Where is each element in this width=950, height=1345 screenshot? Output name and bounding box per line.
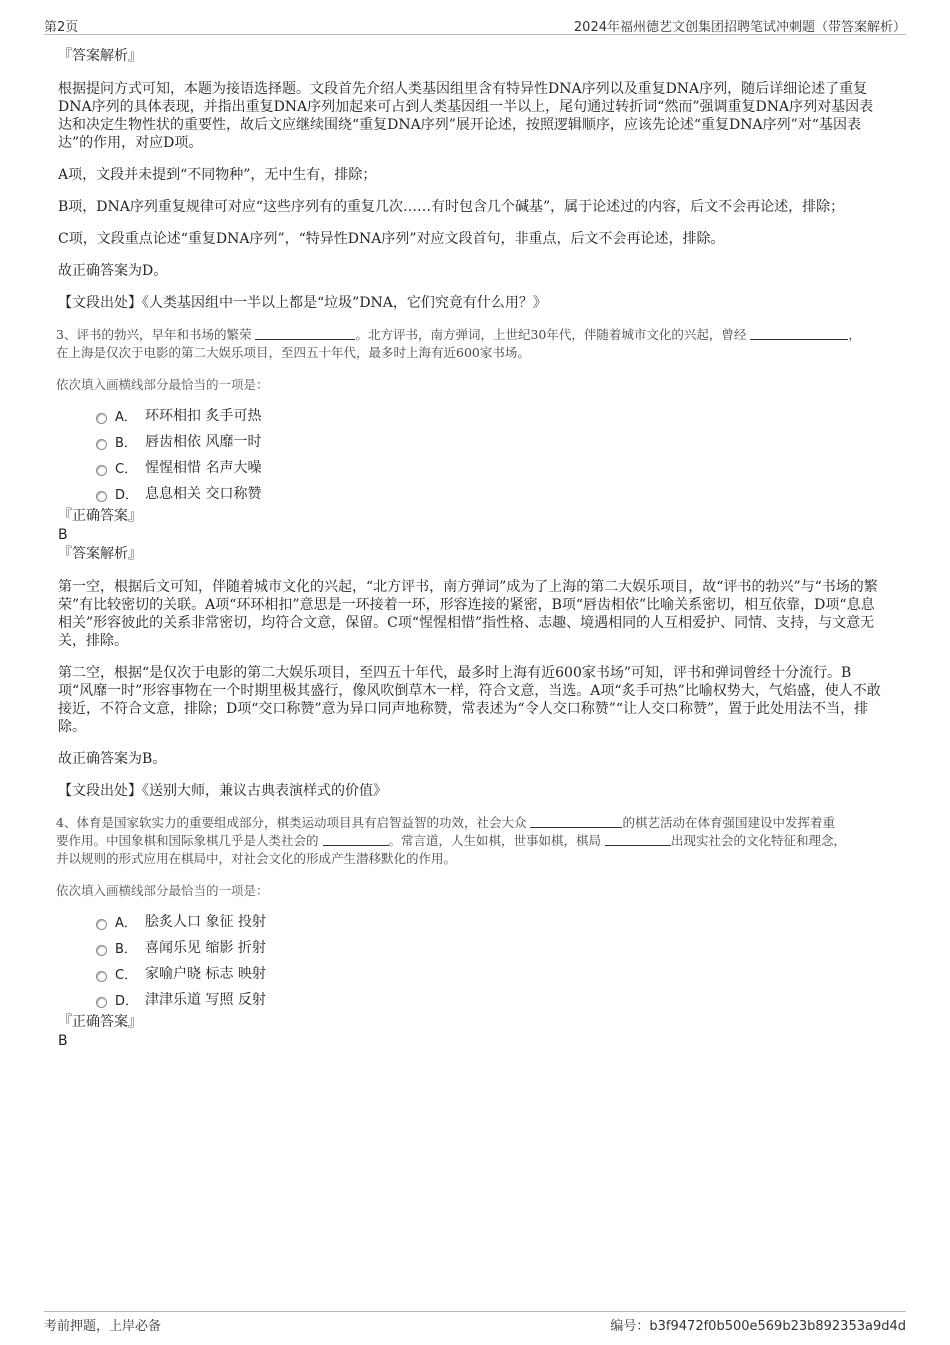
option-text: 脍炙人口 象征 投射 — [145, 914, 266, 930]
correct-answer-heading: 『正确答案』 — [58, 1014, 142, 1030]
option-text: 惺惺相惜 名声大噪 — [145, 460, 262, 476]
page-header — [44, 14, 906, 35]
fill-blank — [605, 833, 671, 846]
question-text: 出现实社会的文化特征和理念， — [671, 833, 847, 848]
option-b[interactable] — [96, 934, 886, 960]
radio-icon[interactable] — [96, 465, 107, 476]
question-prompt: 依次填入画横线部分最恰当的一项是： — [56, 377, 269, 392]
analysis-paragraph: 根据提问方式可知，本题为接语选择题。文段首先介绍人类基因组里含有特异性DNA序列以及重复DNA序列，随后详细论述了重复DNA序列的具体表现，并指出重复DNA序列加起来可占到人类基因组一半以上，尾句通过转折词“然而”强调重复DNA序列对基因表达和决定生物性状的重要性，故后文应继续围绕“重复DNA序列”展开论述，按照逻辑顺序，应该先论述“重复DNA序列”对“基因表达”的作用，对应D项。 — [58, 81, 874, 151]
option-letter: D． — [115, 993, 139, 1009]
question-text: ， — [848, 327, 861, 342]
question-text: 。北方评书，南方弹词，上世纪30年代，伴随着城市文化的兴起，曾经 — [355, 327, 747, 342]
option-letter: D． — [115, 487, 139, 503]
analysis-paragraph: C项，文段重点论述“重复DNA序列”，“特异性DNA序列”对应文段首句，非重点，后文不会再论述，排除。 — [58, 231, 725, 247]
question-prompt: 依次填入画横线部分最恰当的一项是： — [56, 883, 269, 898]
question-text: 3、评书的勃兴，早年和书场的繁荣 — [56, 327, 252, 342]
correct-answer: B — [58, 527, 68, 543]
option-letter: B． — [115, 941, 137, 957]
option-list — [96, 402, 886, 506]
question-text: 要作用。中国象棋和国际象棋几乎是人类社会的 — [56, 833, 319, 848]
radio-icon[interactable] — [96, 945, 107, 956]
option-text: 津津乐道 写照 反射 — [145, 992, 266, 1008]
question-text: 并以规则的形式应用在棋局中，对社会文化的形成产生潜移默化的作用。 — [56, 851, 457, 866]
source-citation: 【文段出处】《人类基因组中一半以上都是“垃圾”DNA，它们究竟有什么用？》 — [58, 295, 547, 311]
question-text: 4、体育是国家软实力的重要组成部分，棋类运动项目具有启智益智的功效，社会大众 — [56, 815, 527, 830]
analysis-heading: 『答案解析』 — [58, 48, 142, 64]
option-b[interactable] — [96, 428, 886, 454]
option-letter: B． — [115, 435, 137, 451]
radio-icon[interactable] — [96, 413, 107, 424]
correct-answer: B — [58, 1033, 68, 1049]
option-d[interactable] — [96, 480, 886, 506]
option-text: 环环相扣 炙手可热 — [145, 408, 262, 424]
radio-icon[interactable] — [96, 919, 107, 930]
option-d[interactable] — [96, 986, 886, 1012]
radio-icon[interactable] — [96, 971, 107, 982]
option-c[interactable] — [96, 960, 886, 986]
option-text: 唇齿相依 风靡一时 — [145, 434, 262, 450]
option-list — [96, 908, 886, 1012]
option-letter: C． — [115, 461, 138, 477]
analysis-paragraph: 第二空，根据“是仅次于电影的第二大娱乐项目，至四五十年代，最多时上海有近600家书场”可知，评书和弹词曾经十分流行。B项“风靡一时”形容事物在一个时期里极其盛行，像风吹倒草木一样，符合文意，当选。A项“炙手可热”比喻权势大，气焰盛，使人不敢接近，不符合文意，排除；D项“交口称赞”意为异口同声地称赞，常表述为“令人交口称赞”“让人交口称赞”，置于此处用法不当，排除。 — [58, 665, 881, 735]
option-a[interactable] — [96, 908, 886, 934]
option-letter: A． — [115, 409, 137, 425]
page-number: 第2页 — [44, 20, 79, 35]
radio-icon[interactable] — [96, 491, 107, 502]
analysis-paragraph: 第一空，根据后文可知，伴随着城市文化的兴起，“北方评书，南方弹词”成为了上海的第二大娱乐项目，故“评书的勃兴”与“书场的繁荣”有比较密切的关联。A项“环环相扣”意思是一环接着一环，形容连接的紧密，B项“唇齿相依”比喻关系密切，相互依靠，D项“息息相关”形容彼此的关系非常密切，均符合文意，保留。C项“惺惺相惜”指性格、志趣、境遇相同的人互相爱护、同情、支持，与文意无关，排除。 — [58, 579, 878, 649]
correct-answer-heading: 『正确答案』 — [58, 508, 142, 524]
option-a[interactable] — [96, 402, 886, 428]
question-text: 。常言道，人生如棋，世事如棋，棋局 — [388, 833, 602, 848]
source-citation: 【文段出处】《送别大师，兼议古典表演样式的价值》 — [58, 783, 387, 799]
option-text: 喜闻乐见 缩影 折射 — [145, 940, 266, 956]
analysis-heading: 『答案解析』 — [58, 546, 142, 562]
analysis-conclusion: 故正确答案为D。 — [58, 263, 168, 279]
question-text: 的棋艺活动在体育强国建设中发挥着重 — [622, 815, 835, 830]
question-4-stem — [56, 814, 886, 868]
analysis-conclusion: 故正确答案为B。 — [58, 751, 167, 767]
option-text: 家喻户晓 标志 映射 — [145, 966, 266, 982]
footer-slogan: 考前押题，上岸必备 — [44, 1319, 162, 1334]
document-body — [56, 46, 886, 1050]
option-letter: C． — [115, 967, 138, 983]
document-id: 编号：b3f9472f0b500e569b23b892353a9d4d — [610, 1319, 906, 1334]
analysis-paragraph: A项，文段并未提到“不同物种”，无中生有，排除； — [58, 167, 377, 183]
question-3-stem — [56, 326, 886, 362]
page-footer — [44, 1311, 906, 1334]
option-c[interactable] — [96, 454, 886, 480]
fill-blank — [530, 815, 622, 828]
fill-blank — [323, 833, 389, 846]
radio-icon[interactable] — [96, 439, 107, 450]
analysis-paragraph: B项，DNA序列重复规律可对应“这些序列有的重复几次……有时包含几个碱基”，属于论述过的内容，后文不会再论述，排除； — [58, 199, 845, 215]
fill-blank — [750, 327, 848, 340]
document-title: 2024年福州德艺文创集团招聘笔试冲刺题（带答案解析） — [573, 20, 906, 35]
option-letter: A． — [115, 915, 137, 931]
radio-icon[interactable] — [96, 997, 107, 1008]
option-text: 息息相关 交口称赞 — [145, 486, 262, 502]
question-text: 在上海是仅次于电影的第二大娱乐项目，至四五十年代，最多时上海有近600家书场。 — [56, 345, 530, 360]
fill-blank — [255, 327, 355, 340]
